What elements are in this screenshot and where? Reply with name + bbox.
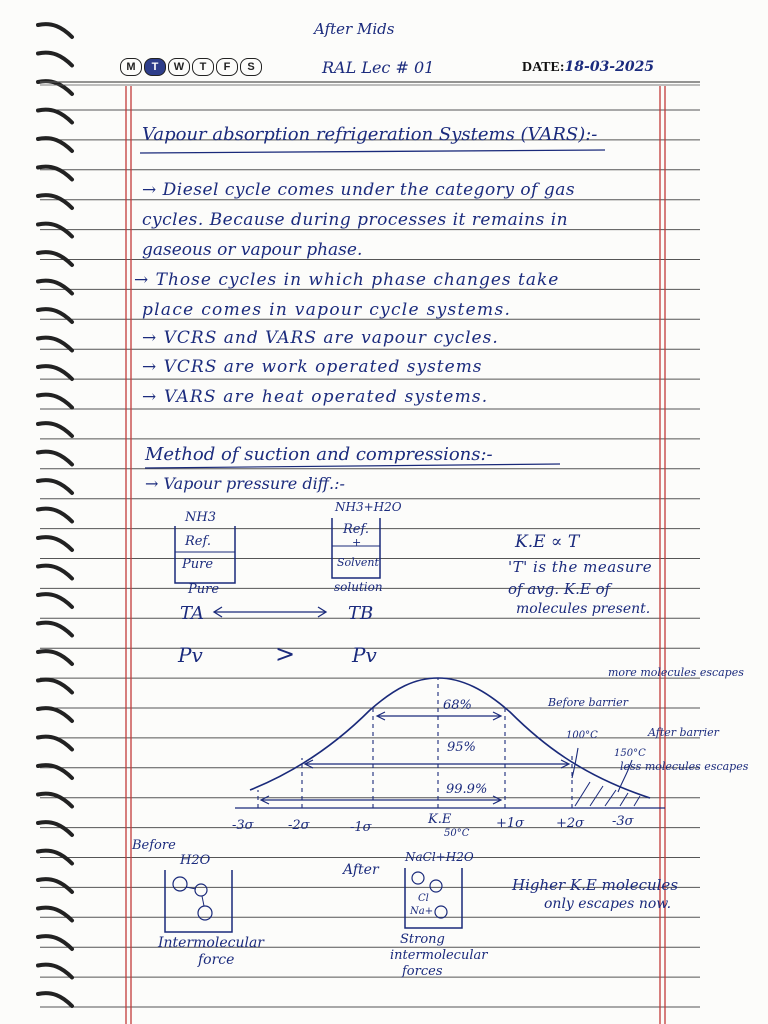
label-68-percent: 68% bbox=[443, 698, 472, 713]
note-line-3: gaseous or vapour phase. bbox=[142, 240, 363, 260]
right-container-below: solution bbox=[334, 580, 383, 594]
label-95-percent: 95% bbox=[447, 740, 476, 755]
ke-note-1: 'T' is the measure bbox=[508, 558, 653, 576]
water-caption-2: force bbox=[198, 952, 235, 968]
note-line-6: → VCRS and VARS are vapour cycles. bbox=[142, 328, 499, 348]
method-heading: Method of suction and compressions:- bbox=[145, 444, 493, 465]
salt-caption-3: forces bbox=[402, 964, 443, 979]
vapour-pressure-left: Pv bbox=[178, 643, 203, 667]
label-center-temp: 50°C bbox=[444, 828, 470, 839]
ion-h-2 bbox=[435, 906, 447, 918]
day-thursday[interactable]: T bbox=[192, 58, 214, 76]
note-line-2: cycles. Because during processes it remains in bbox=[142, 210, 569, 230]
hatched-tail bbox=[575, 782, 640, 806]
note-line-8: → VARS are heat operated systems. bbox=[142, 387, 489, 407]
label-ke: K.E bbox=[428, 812, 452, 827]
salt-water-top: NaCl+H2O bbox=[405, 850, 474, 864]
molecule-o bbox=[195, 884, 207, 896]
note-line-5: place comes in vapour cycle systems. bbox=[142, 300, 512, 320]
title-underline bbox=[140, 150, 605, 153]
bottom-note-1: Higher K.E molecules bbox=[512, 876, 679, 894]
tick-neg1: -1σ bbox=[350, 820, 372, 835]
after-label: After bbox=[343, 862, 379, 878]
label-temp-before: 100°C bbox=[566, 730, 598, 741]
label-before-barrier: Before barrier bbox=[548, 696, 628, 709]
day-friday[interactable]: F bbox=[216, 58, 238, 76]
ke-note-2: of avg. K.E of bbox=[508, 580, 611, 598]
salt-caption-1: Strong bbox=[400, 932, 445, 947]
weekday-selector bbox=[120, 58, 262, 76]
temp-b: TB bbox=[348, 603, 374, 624]
lecture-label: RAL Lec # 01 bbox=[322, 58, 435, 77]
ke-formula: K.E ∝ T bbox=[515, 532, 580, 552]
tick-pos2: +2σ bbox=[556, 816, 585, 831]
right-container-line1: Ref. bbox=[343, 522, 369, 537]
tick-neg2: -2σ bbox=[288, 818, 310, 833]
label-999-percent: 99.9% bbox=[446, 782, 488, 797]
salt-caption-2: intermolecular bbox=[390, 948, 488, 963]
left-container-line1: Ref. bbox=[185, 534, 211, 549]
date-label: DATE: bbox=[522, 60, 565, 75]
ion-h bbox=[412, 872, 424, 884]
salt-water-container bbox=[405, 868, 462, 928]
ion-o bbox=[430, 880, 442, 892]
salt-inner-2: Na+ bbox=[410, 906, 434, 917]
tick-end: -3σ bbox=[612, 814, 634, 829]
date-field bbox=[522, 59, 654, 76]
note-line-1: → Diesel cycle comes under the category of gas bbox=[142, 180, 576, 200]
date-value: 18-03-2025 bbox=[564, 59, 655, 75]
ke-note-3: molecules present. bbox=[516, 601, 651, 617]
day-saturday[interactable]: S bbox=[240, 58, 262, 76]
bottom-note-2: only escapes now. bbox=[544, 896, 672, 912]
vapour-pressure-right: Pv bbox=[352, 643, 377, 667]
left-container-line2: Pure bbox=[182, 557, 214, 572]
method-sub: → Vapour pressure diff.:- bbox=[145, 474, 345, 493]
label-temp-after: 150°C bbox=[614, 748, 646, 759]
before-label: Before bbox=[132, 838, 176, 853]
day-tuesday[interactable]: T bbox=[144, 58, 166, 76]
right-container-line2: + bbox=[352, 536, 362, 549]
compare-sign: > bbox=[275, 640, 296, 668]
temp-a: TA bbox=[180, 603, 205, 624]
note-line-7: → VCRS are work operated systems bbox=[142, 357, 483, 377]
water-top: H2O bbox=[180, 853, 211, 868]
top-note: After Mids bbox=[314, 20, 395, 38]
tick-pos1: +1σ bbox=[496, 816, 525, 831]
salt-inner-1: Cl bbox=[418, 893, 429, 904]
label-more-molecules: more molecules escapes bbox=[608, 666, 744, 679]
day-monday[interactable]: M bbox=[120, 58, 142, 76]
molecule-h-2 bbox=[198, 906, 212, 920]
left-container-top: NH3 bbox=[185, 510, 216, 525]
label-after-barrier: After barrier bbox=[648, 726, 719, 739]
note-line-4: → Those cycles in which phase changes take bbox=[134, 270, 560, 290]
tick-neg3: -3σ bbox=[232, 818, 254, 833]
right-container-top: NH3+H2O bbox=[335, 500, 402, 514]
water-caption-1: Intermolecular bbox=[158, 935, 264, 951]
notes-title: Vapour absorption refrigeration Systems (VARS):- bbox=[142, 124, 598, 145]
label-less-molecules: less molecules escapes bbox=[620, 760, 749, 773]
left-container-below: Pure bbox=[188, 582, 220, 597]
right-container-line3: Solvent bbox=[337, 556, 379, 569]
day-wednesday[interactable]: W bbox=[168, 58, 190, 76]
molecule-h-1 bbox=[173, 877, 187, 891]
